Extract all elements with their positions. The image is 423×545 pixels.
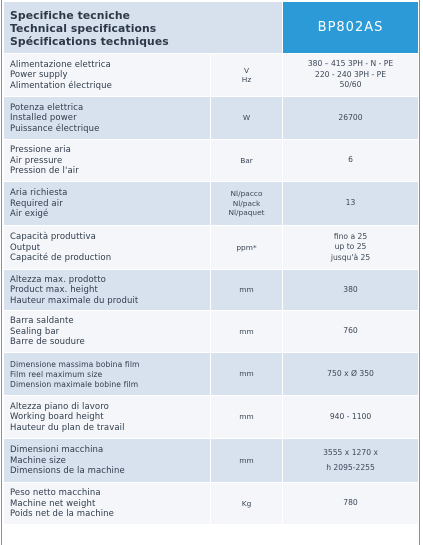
row-value: 3555 x 1270 x h 2095-2255 bbox=[283, 439, 419, 483]
title-english: Technical specifications bbox=[10, 22, 157, 35]
row-label: Altezza piano di lavoro Working board height Hauteur du plan de travail bbox=[4, 396, 211, 439]
row-unit: V Hz bbox=[211, 54, 283, 97]
row-unit: ppm* bbox=[211, 226, 283, 270]
table-header-row bbox=[4, 2, 419, 54]
row-value: 750 x Ø 350 bbox=[283, 353, 419, 396]
row-label: Aria richiesta Required air Air exigé bbox=[4, 182, 211, 226]
title-italian: Specifiche tecniche bbox=[10, 9, 131, 22]
row-unit: mm bbox=[211, 353, 283, 396]
title-french: Spécifications techniques bbox=[10, 35, 169, 48]
row-label: Barra saldante Sealing bar Barre de soudure bbox=[4, 311, 211, 353]
row-label: Dimensioni macchina Machine size Dimensions de la machine bbox=[4, 439, 211, 483]
table-row bbox=[4, 439, 419, 483]
left-frame-line bbox=[1, 0, 2, 545]
row-value: 380 – 415 3PH - N - PE 220 - 240 3PH - PE 50/60 bbox=[283, 54, 419, 97]
row-label: Capacità produttiva Output Capacité de production bbox=[4, 226, 211, 270]
row-label: Pressione aria Air pressure Pression de l'air bbox=[4, 140, 211, 182]
spec-table bbox=[3, 1, 419, 525]
row-value: 380 bbox=[283, 270, 419, 311]
row-unit: mm bbox=[211, 270, 283, 311]
row-value: 940 - 1100 bbox=[283, 396, 419, 439]
right-frame-line bbox=[419, 0, 420, 545]
table-row bbox=[4, 483, 419, 525]
table-row bbox=[4, 54, 419, 97]
row-unit: W bbox=[211, 97, 283, 140]
row-label: Altezza max. prodotto Product max. height Hauteur maximale du produit bbox=[4, 270, 211, 311]
table-row bbox=[4, 226, 419, 270]
row-unit: Bar bbox=[211, 140, 283, 182]
row-label: Alimentazione elettrica Power supply Alimentation électrique bbox=[4, 54, 211, 97]
row-value: 780 bbox=[283, 483, 419, 525]
model-name: BP802AS bbox=[283, 2, 419, 54]
row-label: Dimensione massima bobina film Film reel maximum size Dimension maximale bobine film bbox=[4, 353, 211, 396]
row-unit: mm bbox=[211, 439, 283, 483]
table-title bbox=[4, 2, 283, 54]
row-unit: Kg bbox=[211, 483, 283, 525]
row-unit: mm bbox=[211, 311, 283, 353]
table-row bbox=[4, 396, 419, 439]
table-row bbox=[4, 140, 419, 182]
row-value: 26700 bbox=[283, 97, 419, 140]
row-label: Peso netto macchina Machine net weight Poids net de la machine bbox=[4, 483, 211, 525]
table-row bbox=[4, 353, 419, 396]
row-label: Potenza elettrica Installed power Puissance électrique bbox=[4, 97, 211, 140]
row-unit: mm bbox=[211, 396, 283, 439]
row-unit: Nl/pacco Nl/pack Nl/paquet bbox=[211, 182, 283, 226]
table-row bbox=[4, 182, 419, 226]
row-value: 6 bbox=[283, 140, 419, 182]
table-row bbox=[4, 270, 419, 311]
table-row bbox=[4, 311, 419, 353]
row-value: 13 bbox=[283, 182, 419, 226]
row-value: fino a 25 up to 25 jusqu'à 25 bbox=[283, 226, 419, 270]
row-value: 760 bbox=[283, 311, 419, 353]
table-row bbox=[4, 97, 419, 140]
